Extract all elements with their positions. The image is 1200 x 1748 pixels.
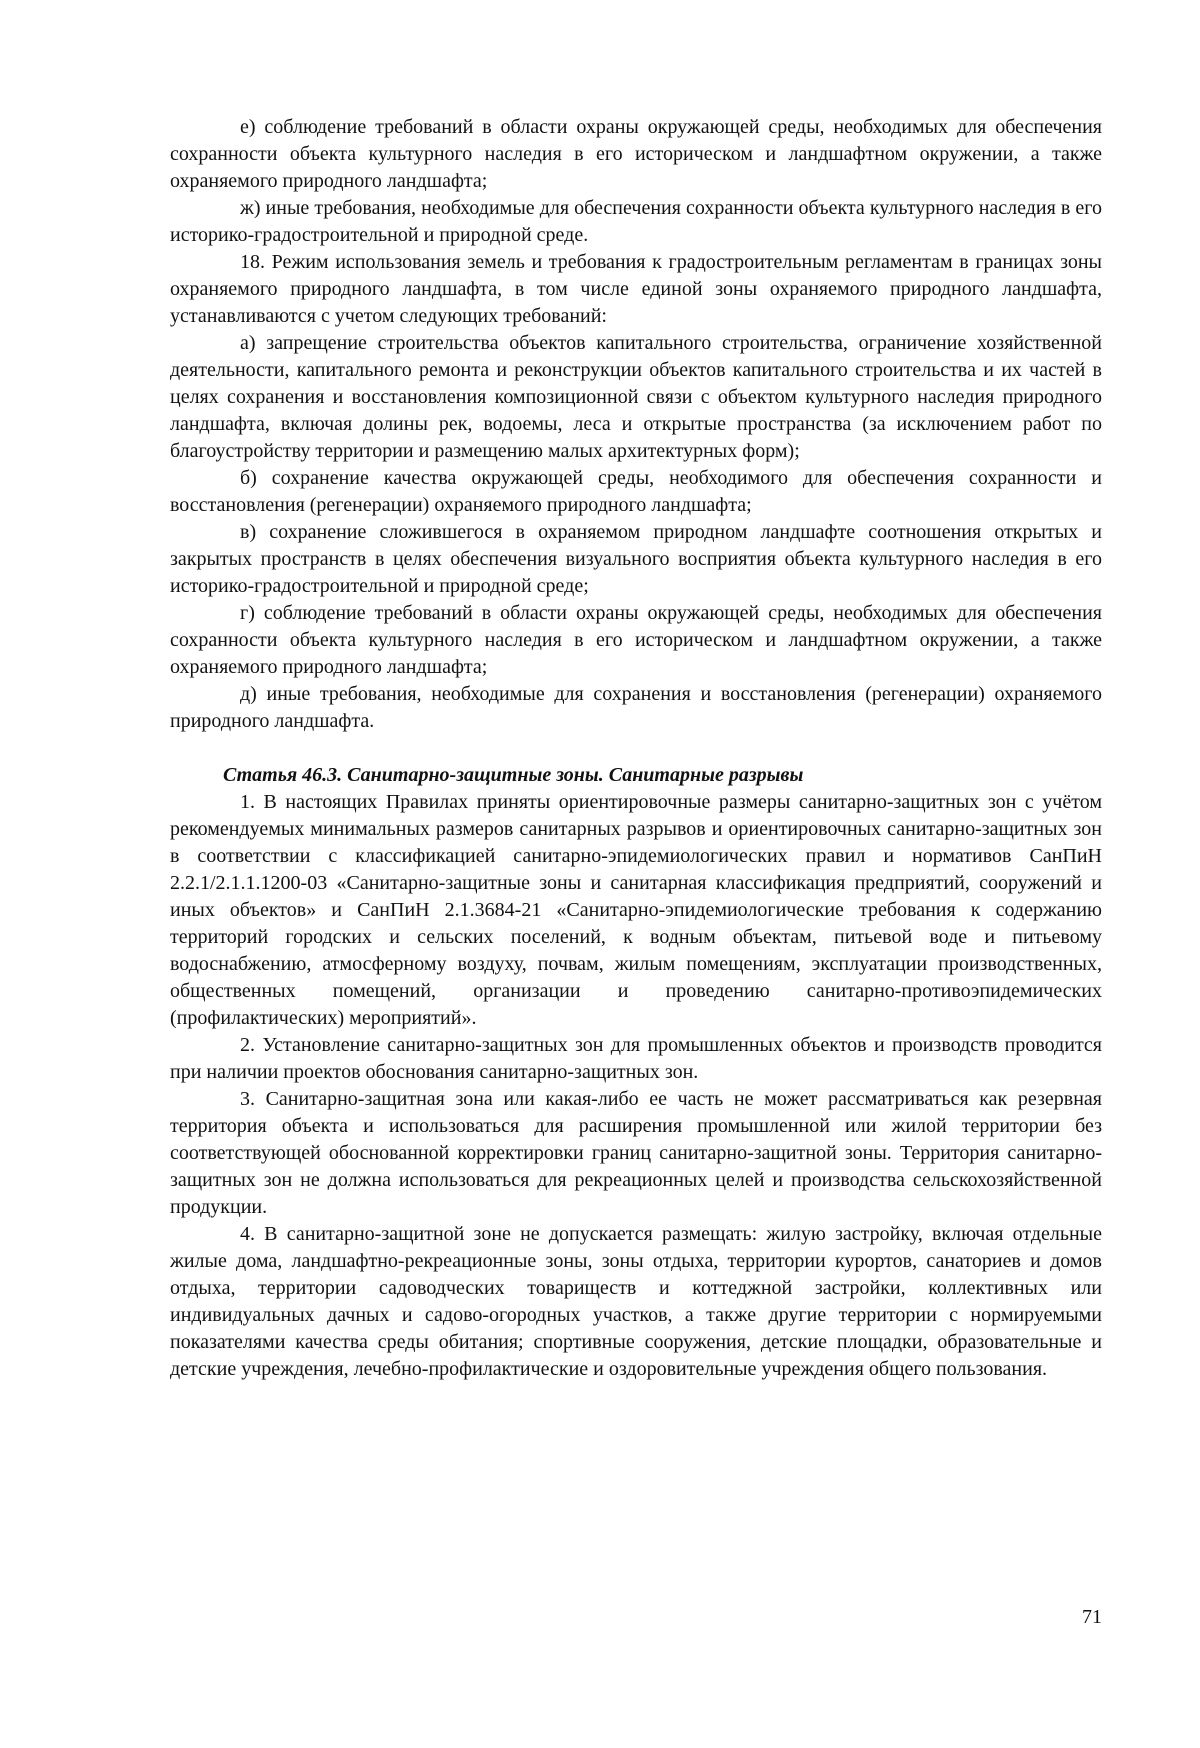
document-body <box>170 114 1102 1383</box>
paragraph-v: в) сохранение сложившегося в охраняемом природном ландшафте соотношения открытых и закрытых пространств в целях обеспечения визуального восприятия объекта культурного наследия в его историко-градостроительной и природной среде; <box>170 521 1102 597</box>
paragraph-a: а) запрещение строительства объектов капитального строительства, ограничение хозяйственной деятельности, капитального ремонта и реконструкции объектов капитального строительства и их частей в целях сохранения и восстановления композиционной связи с объектом культурного наследия природного ландшафта, включая долины рек, водоемы, леса и открытые пространства (за исключением работ по благоустройству территории и размещению малых архитектурных форм); <box>170 332 1102 462</box>
paragraph-18: 18. Режим использования земель и требования к градостроительным регламентам в границах зоны охраняемого природного ландшафта, в том числе единой зоны охраняемого природного ландшафта, устанавливаются с учетом следующих требований: <box>170 251 1102 327</box>
paragraph-3: 3. Санитарно-защитная зона или какая-либо ее часть не может рассматриваться как резервная территория объекта и использоваться для расширения промышленной или жилой территории без соответствующей обоснованной корректировки границ санитарно-защитной зоны. Территория санитарно-защитных зон не должна использоваться для рекреационных целей и производства сельскохозяйственной продукции. <box>170 1088 1102 1218</box>
paragraph-g: г) соблюдение требований в области охраны окружающей среды, необходимых для обеспечения сохранности объекта культурного наследия в его историческом и ландшафтном окружении, а также охраняемого природного ландшафта; <box>170 602 1102 678</box>
paragraph-e: е) соблюдение требований в области охраны окружающей среды, необходимых для обеспечения сохранности объекта культурного наследия в его историческом и ландшафтном окружении, а также охраняемого природного ландшафта; <box>170 116 1102 192</box>
paragraph-d: д) иные требования, необходимые для сохранения и восстановления (регенерации) охраняемого природного ландшафта. <box>170 683 1102 732</box>
article-heading: Статья 46.3. Санитарно-защитные зоны. Санитарные разрывы <box>223 764 804 786</box>
page-number: 71 <box>1082 1606 1102 1628</box>
paragraph-b: б) сохранение качества окружающей среды, необходимого для обеспечения сохранности и восстановления (регенерации) охраняемого природного ландшафта; <box>170 467 1102 516</box>
paragraph-4: 4. В санитарно-защитной зоне не допускается размещать: жилую застройку, включая отдельные жилые дома, ландшафтно-рекреационные зоны, зоны отдыха, территории курортов, санаториев и домов отдыха, территории садоводческих товариществ и коттеджной застройки, коллективных или индивидуальных дачных и садово-огородных участков, а также другие территории с нормируемыми показателями качества среды обитания; спортивные сооружения, детские площадки, образовательные и детские учреждения, лечебно-профилактические и оздоровительные учреждения общего пользования. <box>170 1223 1102 1380</box>
paragraph-2: 2. Установление санитарно-защитных зон для промышленных объектов и производств проводится при наличии проектов обоснования санитарно-защитных зон. <box>170 1034 1102 1083</box>
paragraph-1: 1. В настоящих Правилах приняты ориентировочные размеры санитарно-защитных зон с учётом рекомендуемых минимальных размеров санитарных разрывов и ориентировочных санитарно-защитных зон в соответствии с классификацией санитарно-эпидемиологических правил и нормативов СанПиН 2.2.1/2.1.1.1200-03 «Санитарно-защитные зоны и санитарная классификация предприятий, сооружений и иных объектов» и СанПиН 2.1.3684-21 «Санитарно-эпидемиологические требования к содержанию территорий городских и сельских поселений, к водным объектам, питьевой воде и питьевому водоснабжению, атмосферному воздуху, почвам, жилым помещениям, эксплуатации производственных, общественных помещений, организации и проведению санитарно-противоэпидемических (профилактических) мероприятий». <box>170 791 1102 1029</box>
paragraph-zh: ж) иные требования, необходимые для обеспечения сохранности объекта культурного наследия в его историко-градостроительной и природной среде. <box>170 197 1102 246</box>
